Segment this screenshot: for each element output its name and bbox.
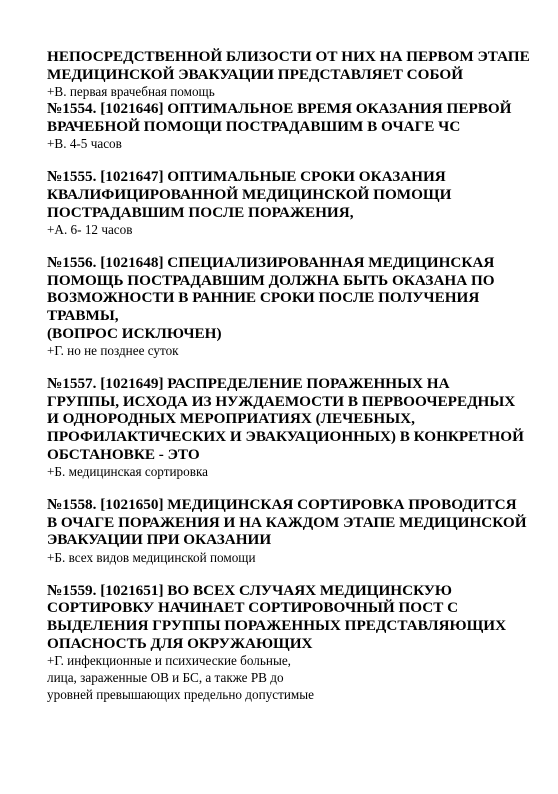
question-text: №1559. [1021651] ВО ВСЕХ СЛУЧАЯХ МЕДИЦИНСКУЮ СОРТИРОВКУ НАЧИНАЕТ СОРТИРОВОЧНЫЙ ПОСТ С ВЫДЕЛЕНИЯ ГРУППЫ ПОРАЖЕННЫХ ПРЕДСТАВЛЯЮЩИХ ОПАСНОСТЬ ДЛЯ ОКРУЖАЮЩИХ (47, 581, 507, 652)
answer-text: +Б. всех видов медицинской помощи (47, 549, 256, 565)
question-text: №1558. [1021650] МЕДИЦИНСКАЯ СОРТИРОВКА ПРОВОДИТСЯ В ОЧАГЕ ПОРАЖЕНИЯ И НА КАЖДОМ ЭТАПЕ МЕДИЦИНСКОЙ ЭВАКУАЦИИ ПРИ ОКАЗАНИИ (47, 496, 527, 549)
answer-text: +Б. медицинская сортировка (47, 464, 209, 480)
document-page (47, 48, 537, 703)
question-text: №1554. [1021646] ОПТИМАЛЬНОЕ ВРЕМЯ ОКАЗАНИЯ ПЕРВОЙ ВРАЧЕБНОЙ ПОМОЩИ ПОСТРАДАВШИМ В ОЧАГЕ ЧС (47, 100, 512, 135)
question-text: НЕПОСРЕДСТВЕННОЙ БЛИЗОСТИ ОТ НИХ НА ПЕРВОМ ЭТАПЕ МЕДИЦИНСКОЙ ЭВАКУАЦИИ ПРЕДСТАВЛЯЕТ СОБОЙ (47, 48, 530, 83)
question-block (47, 582, 537, 703)
answer-text: +Г. но не позднее суток (47, 343, 179, 359)
question-block (47, 496, 537, 566)
question-block (47, 48, 537, 100)
question-text: №1557. [1021649] РАСПРЕДЕЛЕНИЕ ПОРАЖЕННЫХ НА ГРУППЫ, ИСХОДА ИЗ НУЖДАЕМОСТИ В ПЕРВООЧЕРЕДНЫХ И ОДНОРОДНЫХ МЕРОПРИАТИЯХ (ЛЕЧЕБНЫХ, ПРОФИЛАКТИЧЕСКИХ И ЭВАКУАЦИОННЫХ) В КОНКРЕТНОЙ ОБСТАНОВКЕ - ЭТО (47, 375, 524, 463)
question-block (47, 254, 537, 359)
question-text: №1555. [1021647] ОПТИМАЛЬНЫЕ СРОКИ ОКАЗАНИЯ КВАЛИФИЦИРОВАННОЙ МЕДИЦИНСКОЙ ПОМОЩИ ПОСТРАДАВШИМ ПОСЛЕ ПОРАЖЕНИЯ, (47, 168, 452, 221)
question-text: №1556. [1021648] СПЕЦИАЛИЗИРОВАННАЯ МЕДИЦИНСКАЯ ПОМОЩЬ ПОСТРАДАВШИМ ДОЛЖНА БЫТЬ ОКАЗАНА ПО ВОЗМОЖНОСТИ В РАННИЕ СРОКИ ПОСЛЕ ПОЛУЧЕНИЯ ТРАВМЫ, (ВОПРОС ИСКЛЮЧЕН) (47, 254, 495, 342)
answer-text: +В. 4-5 часов (47, 136, 122, 152)
answer-text: +Г. инфекционные и психические больные, лица, зараженные ОВ и БС, а также РВ до уровней превышающих предельно допустимые (47, 653, 314, 703)
question-block (47, 375, 537, 480)
answer-text: +В. первая врачебная помощь (47, 84, 215, 100)
question-block (47, 100, 537, 152)
question-block (47, 168, 537, 238)
answer-text: +А. 6- 12 часов (47, 222, 133, 238)
